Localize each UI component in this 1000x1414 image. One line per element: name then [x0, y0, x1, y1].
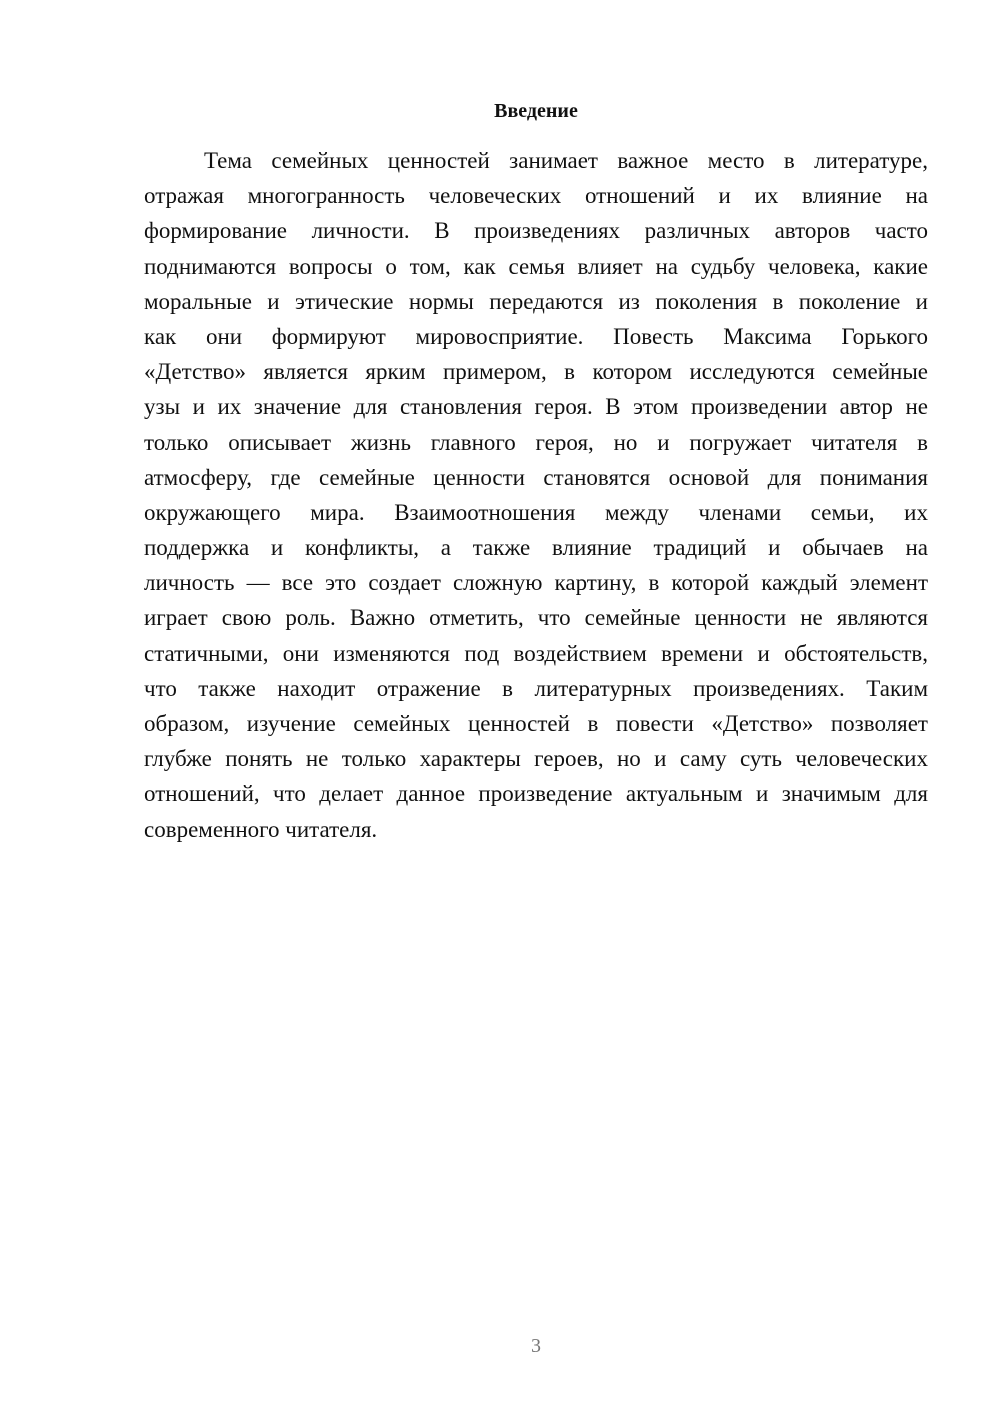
- section-heading: Введение: [494, 100, 578, 122]
- paragraph-line: отражая многогранность человеческих отношений и их влияние на: [144, 183, 928, 209]
- paragraph-line: личность — все это создает сложную картину, в которой каждый элемент: [144, 570, 928, 596]
- paragraph-line: играет свою роль. Важно отметить, что семейные ценности не являются: [144, 605, 928, 631]
- paragraph-line: «Детство» является ярким примером, в котором исследуются семейные: [144, 359, 928, 385]
- paragraph-line: Тема семейных ценностей занимает важное место в литературе,: [204, 148, 928, 173]
- paragraph-line: поднимаются вопросы о том, как семья влияет на судьбу человека, какие: [144, 253, 928, 279]
- paragraph-line: узы и их значение для становления героя. В этом произведении автор не: [144, 394, 928, 420]
- paragraph-line: атмосферу, где семейные ценности становятся основой для понимания: [144, 464, 928, 490]
- paragraph-line: окружающего мира. Взаимоотношения между членами семьи, их: [144, 499, 928, 525]
- body-paragraph: [144, 143, 928, 847]
- paragraph-line: что также находит отражение в литературных произведениях. Таким: [144, 675, 928, 701]
- paragraph-line: как они формируют мировосприятие. Повесть Максима Горького: [144, 323, 928, 349]
- paragraph-line: глубже понять не только характеры героев, но и саму суть человеческих: [144, 746, 928, 772]
- paragraph-line: формирование личности. В произведениях различных авторов часто: [144, 218, 928, 244]
- page-number: 3: [531, 1335, 541, 1357]
- paragraph-line: поддержка и конфликты, а также влияние традиций и обычаев на: [144, 535, 928, 561]
- paragraph-line: только описывает жизнь главного героя, но и погружает читателя в: [144, 429, 928, 455]
- paragraph-line: моральные и этические нормы передаются из поколения в поколение и: [144, 288, 928, 314]
- paragraph-line: статичными, они изменяются под воздействием времени и обстоятельств,: [144, 640, 928, 666]
- paragraph-line: отношений, что делает данное произведение актуальным и значимым для: [144, 781, 928, 807]
- paragraph-line: современного читателя.: [144, 816, 378, 842]
- paragraph-line: образом, изучение семейных ценностей в повести «Детство» позволяет: [144, 711, 928, 736]
